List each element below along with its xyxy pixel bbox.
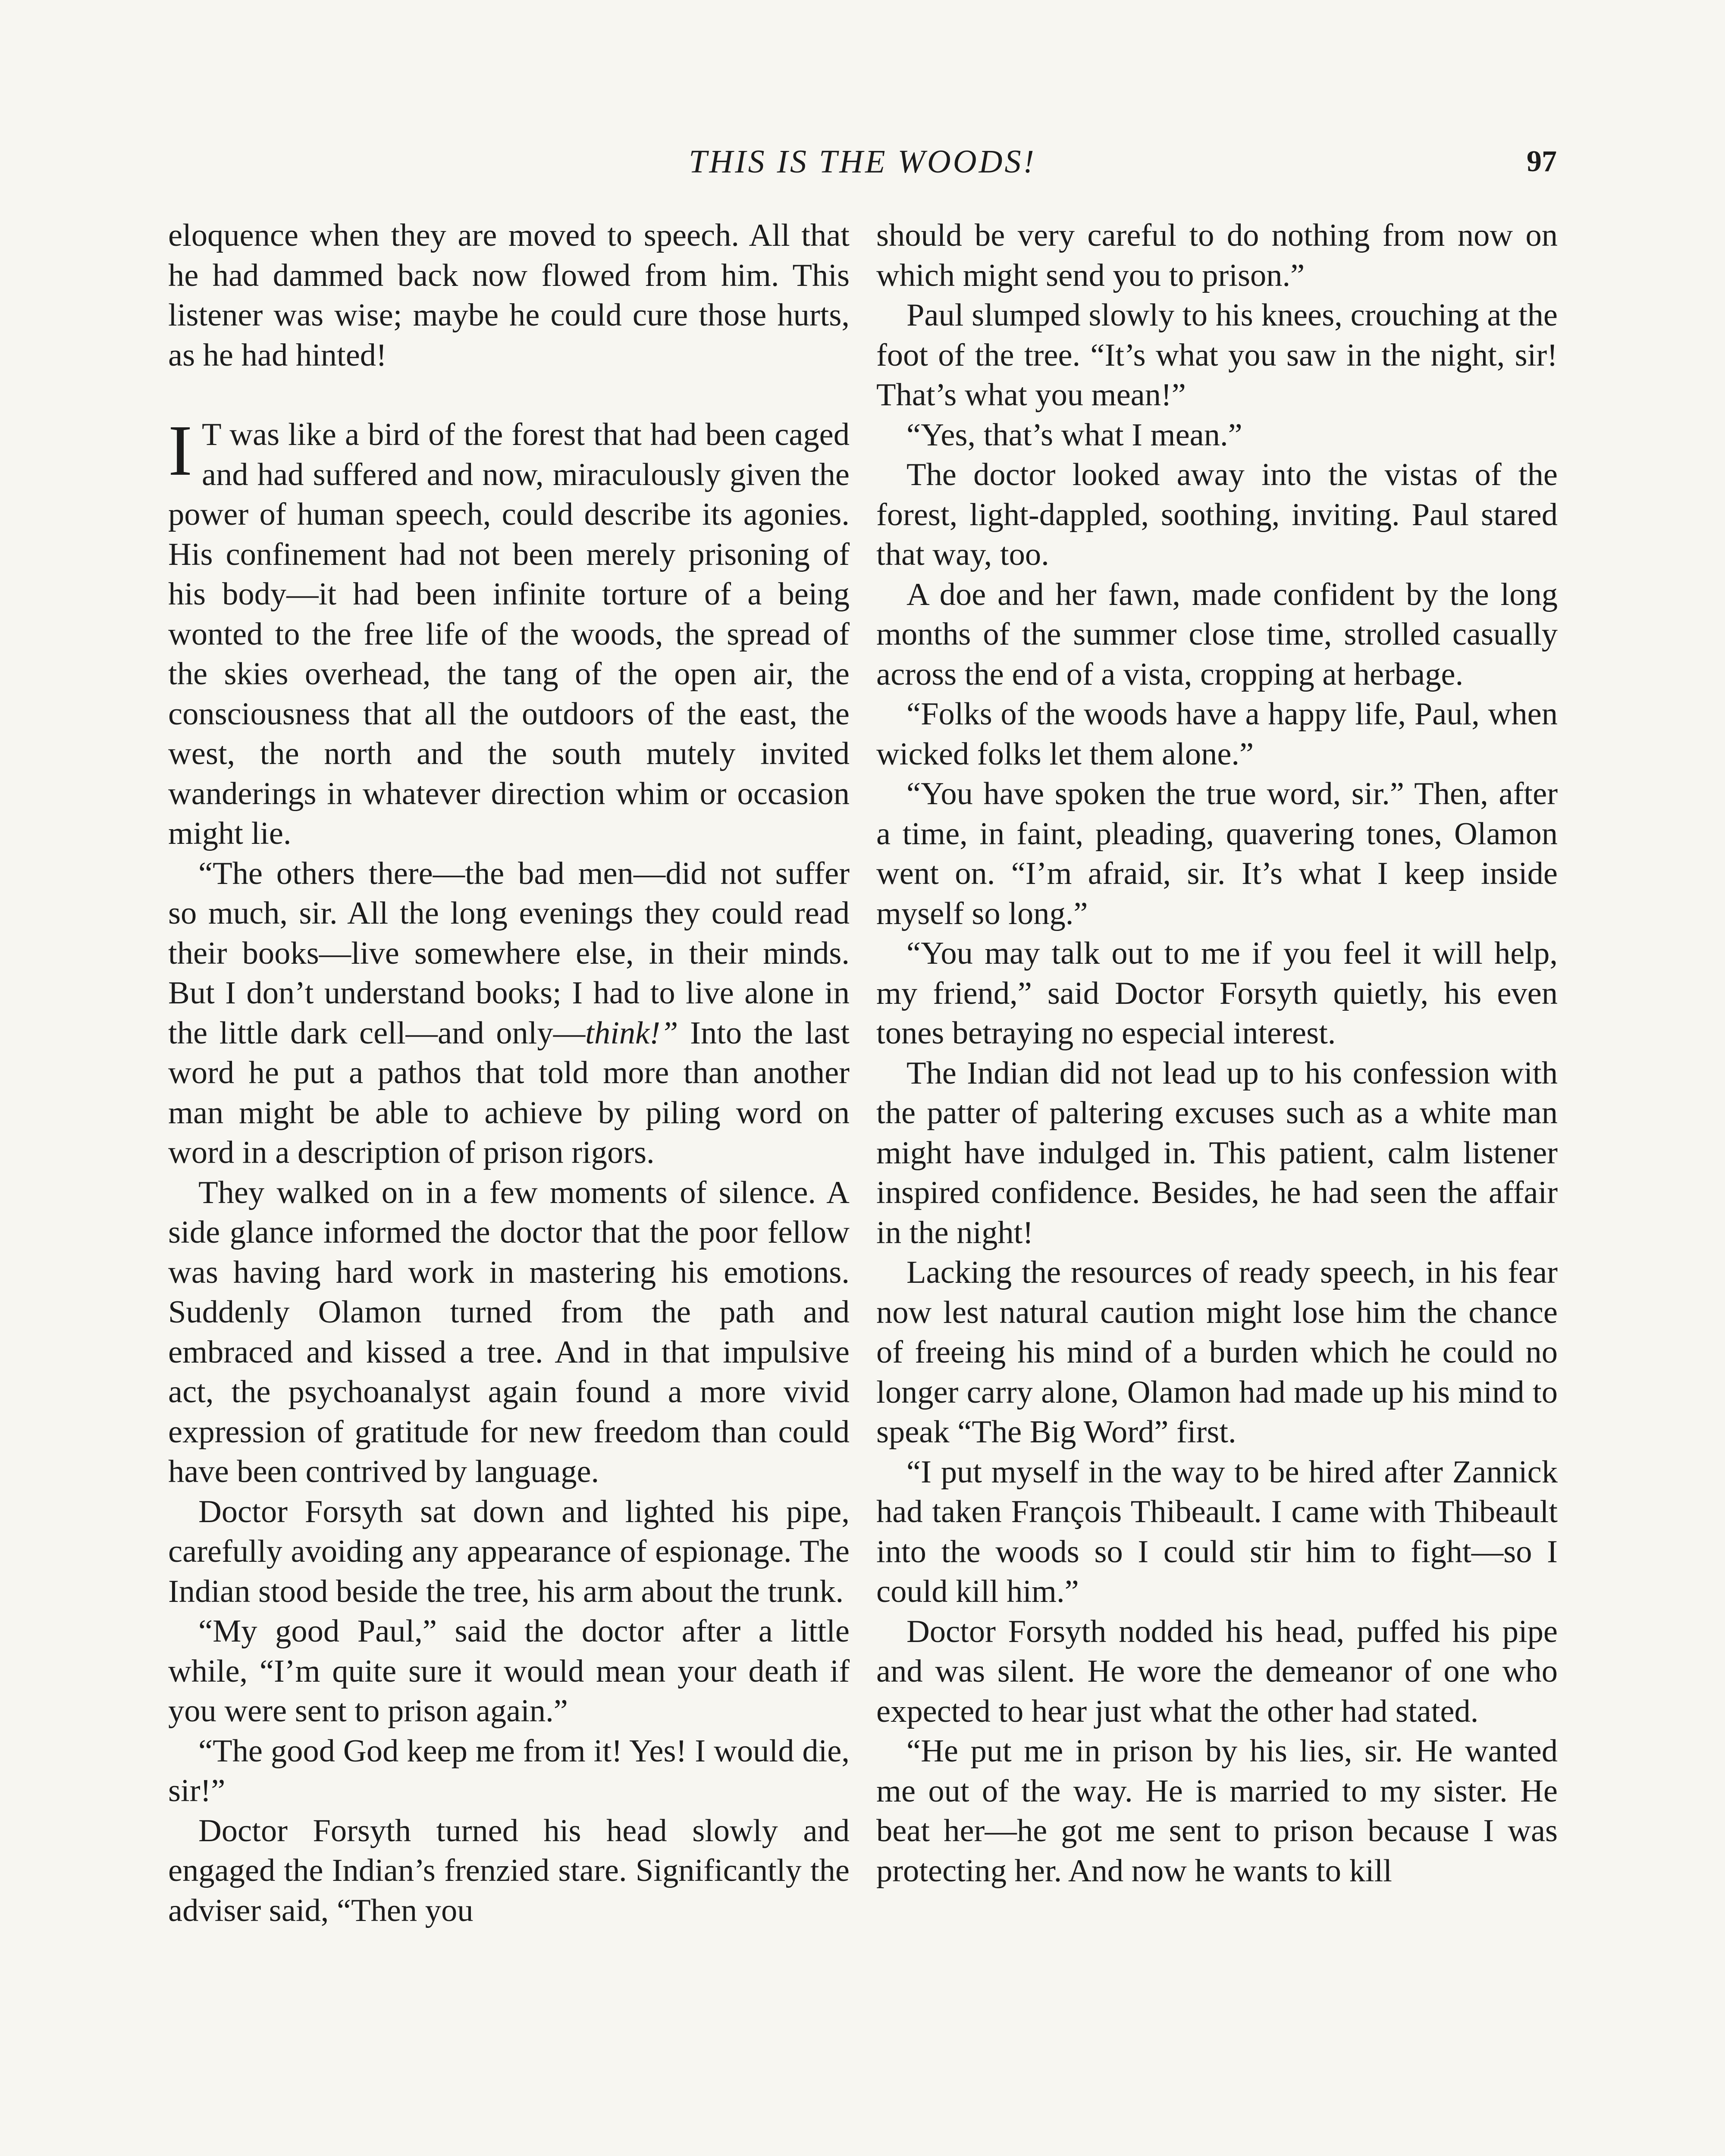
- right-column: [876, 216, 1558, 1891]
- paragraph: A doe and her fawn, made confident by the long months of the summer close time, strolled casually across the end of a vista, cropping at herbage.: [876, 577, 1558, 692]
- paragraph: eloquence when they are moved to speech. All that he had dammed back now flowed from him. This listener was wise; maybe he could cure those hurts, as he had hinted!: [168, 218, 850, 373]
- paragraph: Paul slumped slowly to his knees, crouching at the foot of the tree. “It’s what you saw in the night, sir! That’s what you mean!”: [876, 298, 1558, 413]
- paragraph: The doctor looked away into the vistas of the forest, light-dappled, soothing, inviting. Paul stared that way, too.: [876, 457, 1558, 572]
- paragraph: “My good Paul,” said the doctor after a little while, “I’m quite sure it would mean your death if you were sent to prison again.”: [168, 1614, 850, 1729]
- paragraph: “You may talk out to me if you feel it will help, my friend,” said Doctor Forsyth quietly, his even tones betraying no especial interest.: [876, 936, 1558, 1051]
- paragraph: “He put me in prison by his lies, sir. He wanted me out of the way. He is married to my sister. He beat her—he got me sent to prison because I was protecting her. And now he wants to kill: [876, 1733, 1558, 1889]
- left-column: [168, 216, 850, 1930]
- paragraph: “Yes, that’s what I mean.”: [906, 417, 1242, 453]
- paragraph: “The good God keep me from it! Yes! I would die, sir!”: [168, 1733, 850, 1808]
- running-title: THIS IS THE WOODS!: [689, 144, 1036, 180]
- paragraph: “I put myself in the way to be hired after Zannick had taken François Thibeault. I came with Thibeault into the woods so I could stir him to fight—so I could kill him.”: [876, 1454, 1558, 1609]
- paragraph: The Indian did not lead up to his confession with the patter of paltering excuses such as a white man might have indulged in. This patient, calm listener inspired confidence. Besides, he had seen the affair in the night!: [876, 1055, 1558, 1250]
- paragraph: “You have spoken the true word, sir.” Then, after a time, in faint, pleading, quavering tones, Olamon went on. “I’m afraid, sir. It’s what I keep inside myself so long.”: [876, 776, 1558, 931]
- running-head: [168, 138, 1557, 185]
- paragraph-text: “The others there—the bad men—did not suffer so much, sir. All the long evenings they could read their books—live somewhere else, in their minds. But I don’t understand books; I had to live alone in the little dark cell—and only—: [168, 856, 850, 1051]
- paragraph-text: T was like a bird of the forest that had been caged and had suffered and now, miraculously given the power of human speech, could describe its agonies. His confinement had not been merely prisoning of his body—it had been infinite torture of a being wonted to the free life of the woods, the spread of the skies overhead, the tang of the open air, the consciousness that all the outdoors of the east, the west, the north and the south mutely invited wanderings in whatever direction whim or occasion might lie.: [168, 417, 850, 851]
- paragraph: should be very careful to do nothing from now on which might send you to prison.”: [876, 218, 1558, 293]
- paragraph: Doctor Forsyth turned his head slowly and engaged the Indian’s frenzied stare. Significantly the adviser said, “Then you: [168, 1813, 850, 1928]
- paragraph: They walked on in a few moments of silence. A side glance informed the doctor that the poor fellow was having hard work in mastering his emotions. Suddenly Olamon turned from the path and embraced and kissed a tree. And in that impulsive act, the psychoanalyst again found a more vivid expression of gratitude for new freedom than could have been contrived by language.: [168, 1175, 850, 1489]
- paragraph: Doctor Forsyth sat down and lighted his pipe, carefully avoiding any appearance of espionage. The Indian stood beside the tree, his arm about the trunk.: [168, 1494, 850, 1609]
- paragraph: Doctor Forsyth nodded his head, puffed his pipe and was silent. He wore the demeanor of one who expected to hear just what the other had stated.: [876, 1614, 1558, 1729]
- paragraph: [168, 854, 850, 1173]
- paragraph: Lacking the resources of ready speech, in his fear now lest natural caution might lose him the chance of freeing his mind of a burden which he could no longer carry alone, Olamon had made up his mind to speak “The Big Word” first.: [876, 1255, 1558, 1450]
- drop-cap: I: [168, 411, 192, 491]
- paragraph: “Folks of the woods have a happy life, Paul, when wicked folks let them alone.”: [876, 696, 1558, 772]
- paragraph-text: Into the last word he put a pathos that told more than another man might be able to achieve by piling word on word in a description of prison rigors.: [168, 1015, 850, 1170]
- section-opening-paragraph: [168, 411, 850, 854]
- page-number: 97: [1527, 145, 1557, 178]
- emphasized-word: think!”: [585, 1015, 678, 1051]
